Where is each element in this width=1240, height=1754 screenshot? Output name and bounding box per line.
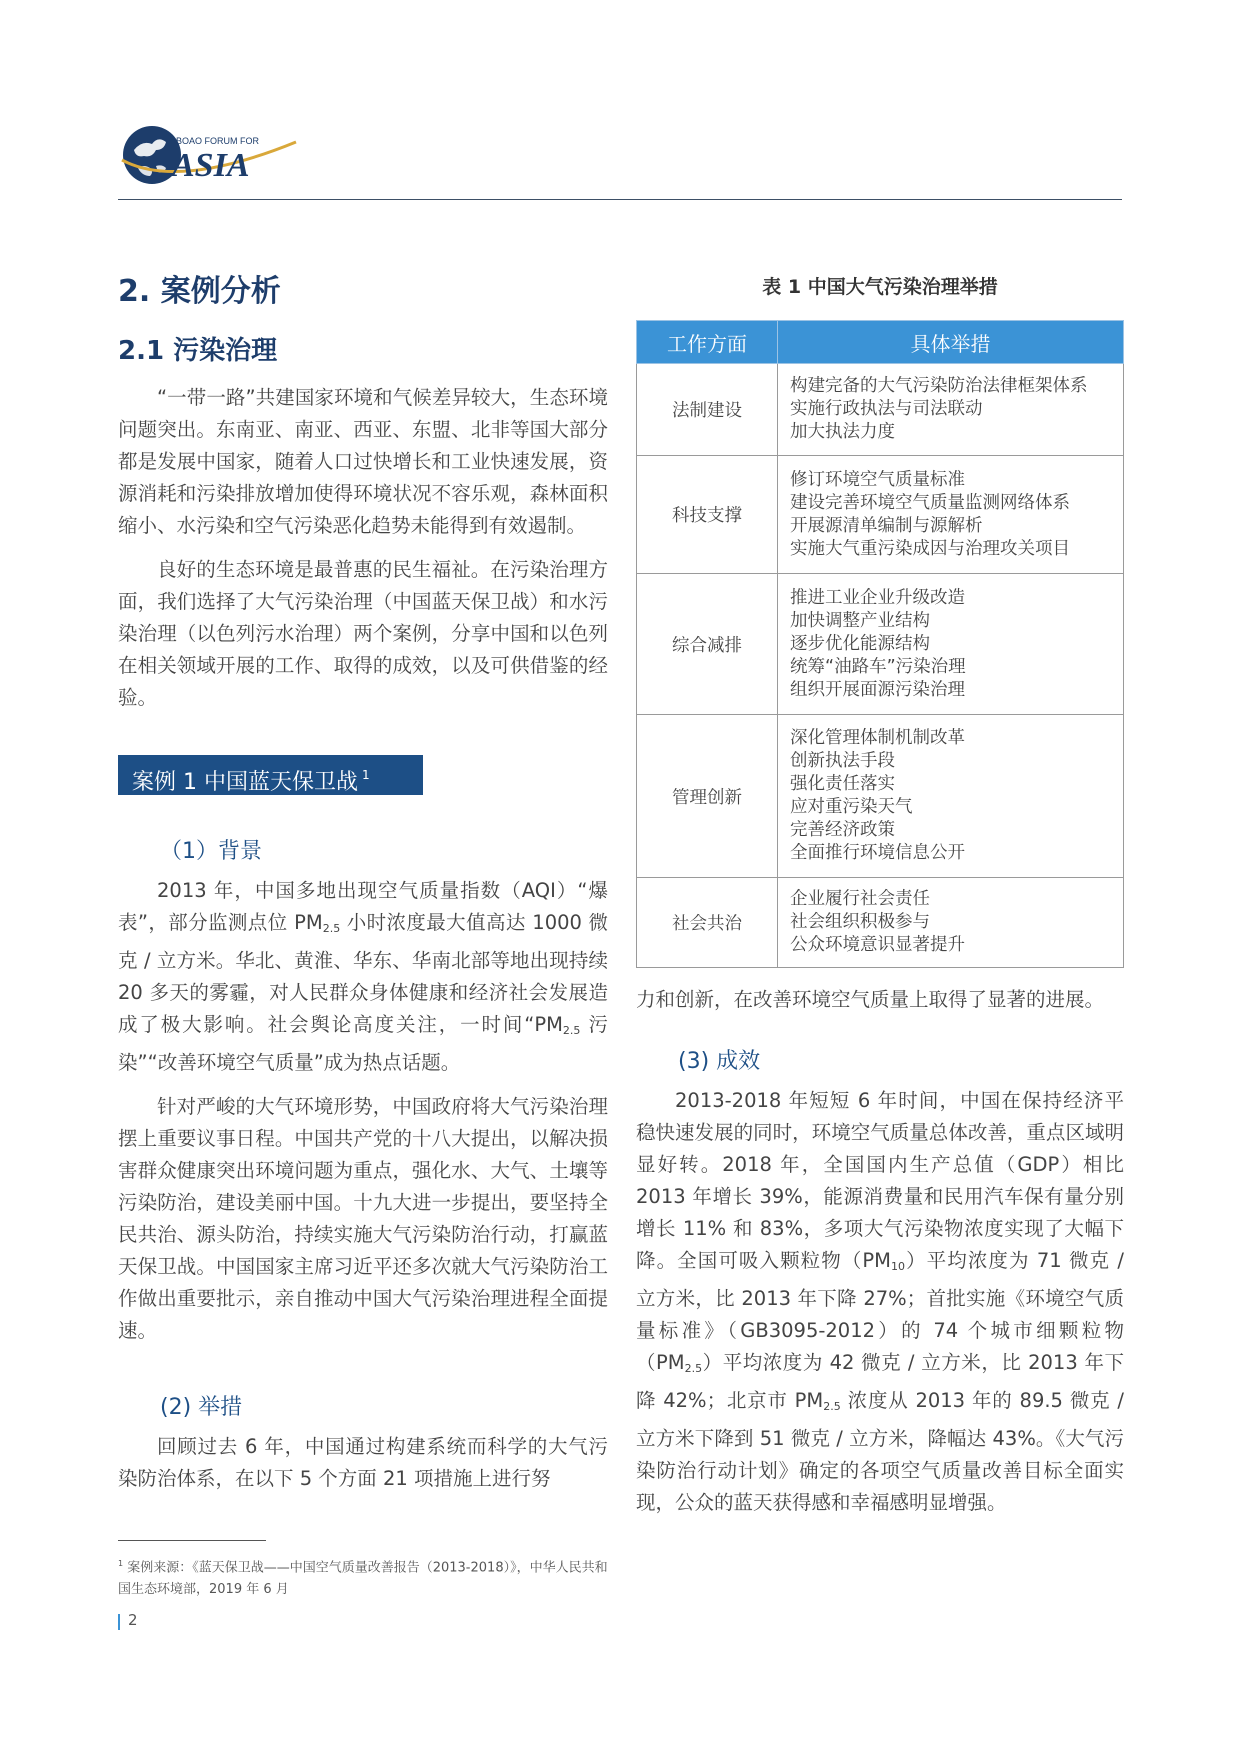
table-row — [637, 715, 1124, 878]
table-cell-items — [778, 715, 1124, 878]
table-header-row — [637, 321, 1124, 364]
intro-paragraph-1: “一带一路”共建国家环境和气候差异较大，生态环境问题突出。东南亚、南亚、西亚、东盟、北非等国大部分都是发展中国家，随着人口过快增长和工业快速发展，资源消耗和污染排放增加使得环境状况不容乐观，森林面积缩小、水污染和空气污染恶化趋势未能得到有效遏制。 — [118, 386, 608, 537]
logo-small-text: BOAO FORUM FOR — [176, 136, 259, 146]
table-row — [637, 456, 1124, 574]
list-item: 建设完善环境空气质量监测网络体系 — [790, 492, 1070, 513]
list-item: 修订环境空气质量标准 — [790, 469, 965, 490]
table-cell-aspect: 法制建设 — [637, 364, 778, 456]
list-item: 强化责任落实 — [790, 774, 895, 794]
list-item: 深化管理体制机制改革 — [790, 728, 965, 748]
list-item: 加大执法力度 — [790, 422, 895, 442]
background-paragraph-2: 针对严峻的大气环境形势，中国政府将大气污染治理摆上重要议事日程。中国共产党的十八大提出，以解决损害群众健康突出环境问题为重点，强化水、大气、土壤等污染防治，建设美丽中国。十九大进一步提出，要坚持全民共治、源头防治，持续实施大气污染防治行动，打赢蓝天保卫战。中国国家主席习近平还多次就大气污染防治工作做出重要批示，亲自推动中国大气污染治理进程全面提速。 — [118, 1095, 608, 1342]
list-item: 社会组织积极参与 — [790, 912, 930, 932]
footnote — [118, 1553, 608, 1601]
list-item: 开展源清单编制与源解析 — [790, 515, 983, 536]
footnote-text: 案例来源：《蓝天保卫战——中国空气质量改善报告（2013-2018）》，中华人民共和国生态环境部，2019 年 6 月 — [118, 1560, 608, 1598]
footnote-divider — [118, 1540, 266, 1541]
measures-paragraph-continued: 力和创新，在改善环境空气质量上取得了显著的进展。 — [636, 988, 1105, 1011]
list-item: 加快调整产业结构 — [790, 610, 930, 631]
case-banner-footnote-ref: 1 — [361, 768, 370, 782]
logo-big-text: ASIA — [172, 147, 250, 184]
page-number-bar — [118, 1614, 120, 1630]
measures-section — [118, 1390, 608, 1495]
table-cell-aspect: 社会共治 — [637, 878, 778, 968]
table-cell-aspect: 管理创新 — [637, 715, 778, 878]
section-title: 2. 案例分析 — [118, 274, 281, 309]
case-banner — [118, 755, 423, 795]
list-item: 统筹“油路车”污染治理 — [790, 656, 966, 677]
list-item: 应对重污染天气 — [790, 797, 913, 817]
list-item: 构建完备的大气污染防治法律框架体系 — [790, 376, 1088, 396]
table-row — [637, 364, 1124, 456]
table-cell-items — [778, 878, 1124, 968]
case-banner-label: 案例 1 中国蓝天保卫战 — [132, 770, 358, 795]
background-paragraph-1: 2013 年，中国多地出现空气质量指数（AQI）“爆表”，部分监测点位 $PM_{2.5}$ 小时浓度最大值高达 1000 微克 / 立方米。华北、黄淮、华东、华南北部等地出现持续 20 多天的雾霾，对人民群众身体健康和经济社会发展造成了极大影响。社会舆论高度关注，一时间“$PM_{2.5}$ 污染”“改善环境空气质量”成为热点话题。 — [118, 879, 609, 1074]
footnote-mark: 1 — [118, 1559, 124, 1568]
table-title: 表 1 中国大气污染治理举措 — [762, 276, 998, 298]
header-divider — [118, 199, 1122, 200]
list-item: 实施大气重污染成因与治理攻关项目 — [790, 538, 1070, 559]
results-heading: (3) 成效 — [678, 1049, 761, 1074]
measures-paragraph: 回顾过去 6 年，中国通过构建系统而科学的大气污染防治体系，在以下 5 个方面 21 项措施上进行努 — [118, 1435, 608, 1490]
table-row — [637, 574, 1124, 715]
list-item: 企业履行社会责任 — [790, 889, 930, 909]
intro-paragraph-2: 良好的生态环境是最普惠的民生福祉。在污染治理方面，我们选择了大气污染治理（中国蓝天保卫战）和水污染治理（以色列污水治理）两个案例，分享中国和以色列在相关领域开展的工作、取得的成效，以及可供借鉴的经验。 — [118, 558, 608, 709]
list-item: 推进工业企业升级改造 — [790, 587, 965, 608]
list-item: 实施行政执法与司法联动 — [790, 399, 983, 419]
table-header-measures: 具体举措 — [778, 321, 1124, 364]
table-cell-items — [778, 456, 1124, 574]
intro-text — [118, 382, 608, 714]
section-subtitle: 2.1 污染治理 — [118, 336, 278, 366]
list-item: 组织开展面源污染治理 — [790, 679, 965, 700]
list-item: 公众环境意识显著提升 — [790, 935, 965, 955]
table-cell-aspect: 综合减排 — [637, 574, 778, 715]
list-item: 全面推行环境信息公开 — [790, 843, 965, 863]
right-column-text — [636, 984, 1124, 1519]
list-item: 完善经济政策 — [790, 820, 895, 840]
table-cell-items — [778, 574, 1124, 715]
background-section — [118, 834, 608, 1347]
table-cell-items — [778, 364, 1124, 456]
table-row — [637, 878, 1124, 968]
table-header-aspect: 工作方面 — [637, 321, 778, 364]
measures-heading: (2) 举措 — [160, 1395, 243, 1420]
measures-table — [636, 320, 1124, 968]
list-item: 创新执法手段 — [790, 751, 895, 771]
table-cell-aspect: 科技支撑 — [637, 456, 778, 574]
boao-forum-logo — [118, 120, 298, 190]
list-item: 逐步优化能源结构 — [790, 633, 930, 654]
results-paragraph: 2013-2018 年短短 6 年时间，中国在保持经济平稳快速发展的同时，环境空气质量总体改善，重点区域明显好转。2018 年，全国国内生产总值（GDP）相比 2013 年增长 39%，能源消费量和民用汽车保有量分别增长 11% 和 83%，多项大气污染物浓度实现了大幅下降。全国可吸入颗粒物$(PM_{10})$平均浓度为 71 微克 / 立方米，比 2013 年下降 27%；首批实施《环境空气质量标准》（GB3095-2012）的 74 个城市细颗粒物$(PM_{2.5})$平均浓度为 42 微克 / 立方米，比 2013 年下降 42%；北京市 $PM_{2.5}$ 浓度从 2013 年的 89.5 微克 / 立方米下降到 51 微克 / 立方米，降幅达 43%。《大气污染防治行动计划》确定的各项空气质量改善目标全面实现，公众的蓝天获得感和幸福感明显增强。 — [636, 1089, 1124, 1514]
background-heading: （1）背景 — [160, 839, 262, 864]
page-number: 2 — [128, 1611, 138, 1629]
